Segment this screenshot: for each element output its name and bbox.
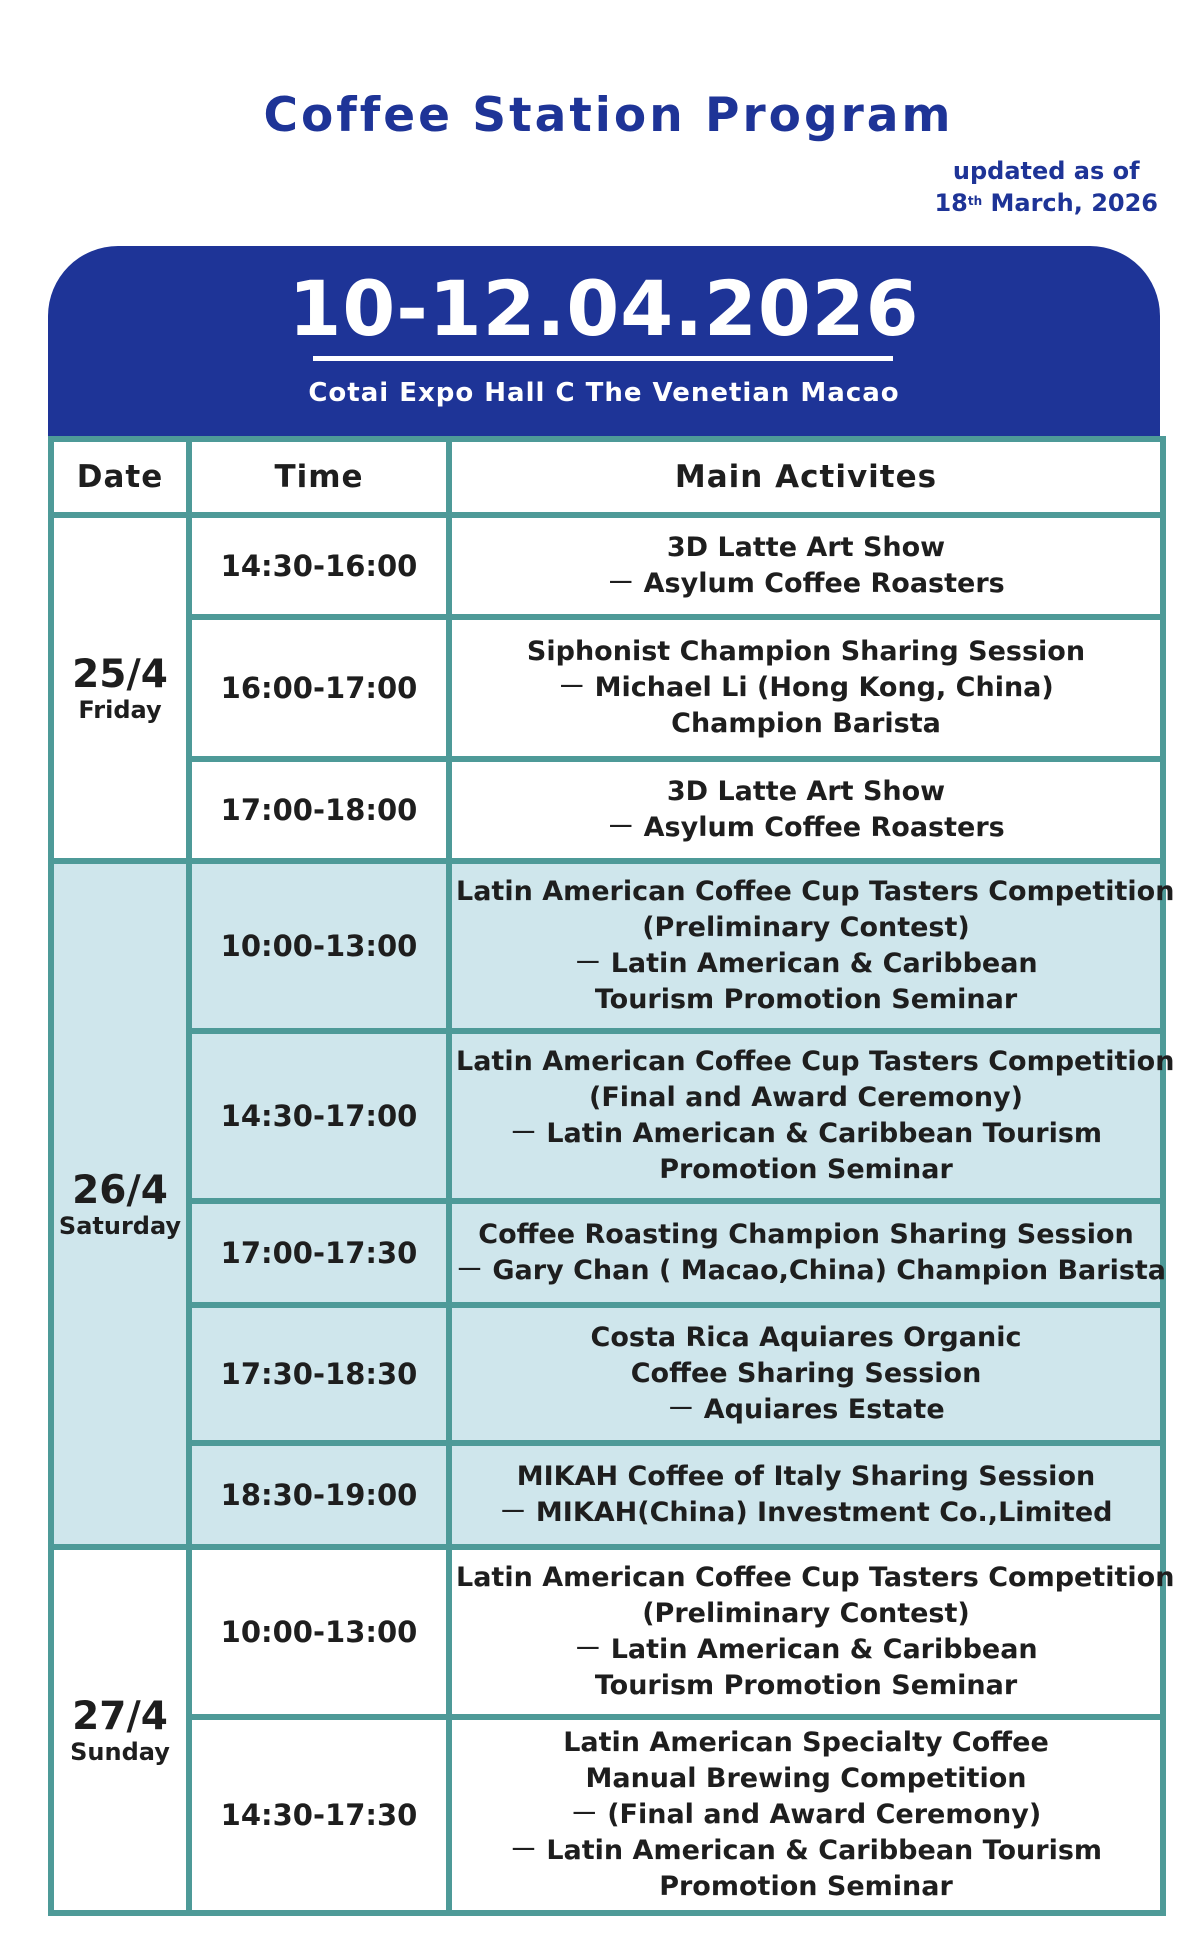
activity-line: － (Final and Award Ceremony) [570, 1799, 1042, 1830]
time-cell: 10:00-13:00 [189, 1547, 449, 1717]
activity-cell [449, 1031, 1175, 1201]
updated-label: updated as of [952, 157, 1140, 185]
activity-line: Siphonist Champion Sharing Session [526, 636, 1086, 667]
schedule-row [51, 861, 1163, 1031]
activity-line: － Michael Li (Hong Kong, China) [558, 672, 1054, 703]
activity-line: － Latin American & Caribbean [574, 1634, 1038, 1665]
activity-cell [449, 759, 1163, 861]
activity-line: － Gary Chan ( Macao,China) Champion Barista [456, 1255, 1167, 1286]
activity-cell [449, 515, 1163, 617]
date-cell [51, 515, 189, 861]
activity-line: Tourism Promotion Seminar [594, 1670, 1018, 1701]
time-cell: 16:00-17:00 [189, 617, 449, 759]
date-value: 25/4 [72, 652, 168, 697]
event-venue: Cotai Expo Hall C The Venetian Macao [308, 378, 900, 408]
activity-cell [449, 1443, 1163, 1547]
activity-line: Promotion Seminar [659, 1871, 953, 1902]
header-date: Date [51, 439, 189, 515]
activity-line: (Preliminary Contest) [642, 1598, 970, 1629]
date-value: 27/4 [72, 1694, 168, 1739]
event-dates: 10-12.04.2026 [288, 264, 920, 353]
activity-line: Tourism Promotion Seminar [594, 984, 1018, 1015]
activity-line: － Latin American & Caribbean Tourism [509, 1118, 1103, 1149]
activity-line: Champion Barista [671, 708, 941, 739]
event-banner [48, 246, 1160, 436]
weekday-label: Sunday [70, 1738, 170, 1766]
schedule-row [51, 1547, 1163, 1717]
activity-line: Coffee Roasting Champion Sharing Session [478, 1219, 1134, 1250]
updated-date: 18th March, 2026 [934, 189, 1158, 217]
activity-line: － Latin American & Caribbean Tourism [509, 1835, 1103, 1866]
date-cell [51, 861, 189, 1547]
schedule-row [51, 759, 1163, 861]
time-cell: 17:30-18:30 [189, 1305, 449, 1443]
activity-cell [449, 1717, 1163, 1913]
activity-cell [449, 1305, 1163, 1443]
activity-line: (Preliminary Contest) [642, 912, 970, 943]
activity-line: － Aquiares Estate [667, 1394, 945, 1425]
header-activities: Main Activites [449, 439, 1163, 515]
activity-line: Latin American Coffee Cup Tasters Competition [456, 1046, 1175, 1077]
activity-line: (Final and Award Ceremony) [588, 1082, 1023, 1113]
activity-cell [449, 1547, 1175, 1717]
schedule-table [48, 436, 1175, 1916]
schedule-row [51, 1443, 1163, 1547]
schedule-row [51, 1717, 1163, 1913]
activity-line: Latin American Coffee Cup Tasters Competition [456, 1562, 1175, 1593]
time-cell: 17:00-17:30 [189, 1201, 449, 1305]
weekday-label: Saturday [58, 1212, 182, 1240]
activity-line: 3D Latte Art Show [666, 532, 946, 563]
activity-line: Costa Rica Aquiares Organic [590, 1322, 1022, 1353]
updated-note [934, 155, 1158, 219]
time-cell: 14:30-17:00 [189, 1031, 449, 1201]
schedule-row [51, 1201, 1163, 1305]
time-cell: 10:00-13:00 [189, 861, 449, 1031]
banner-divider [313, 356, 893, 361]
header-row [51, 439, 1163, 515]
date-cell [51, 1547, 189, 1913]
activity-line: － Asylum Coffee Roasters [607, 812, 1005, 843]
activity-line: Promotion Seminar [659, 1154, 953, 1185]
date-value: 26/4 [72, 1168, 168, 1213]
activity-line: Latin American Specialty Coffee [563, 1727, 1049, 1758]
schedule-row [51, 515, 1163, 617]
activity-line: － Latin American & Caribbean [574, 948, 1038, 979]
time-cell: 17:00-18:00 [189, 759, 449, 861]
activity-cell [449, 617, 1163, 759]
time-cell: 14:30-16:00 [189, 515, 449, 617]
time-cell: 18:30-19:00 [189, 1443, 449, 1547]
page-title: Coffee Station Program [263, 88, 954, 143]
activity-line: Manual Brewing Competition [585, 1763, 1027, 1794]
header-time: Time [189, 439, 449, 515]
activity-line: MIKAH Coffee of Italy Sharing Session [516, 1461, 1096, 1492]
time-cell: 14:30-17:30 [189, 1717, 449, 1913]
activity-line: Latin American Coffee Cup Tasters Competition [456, 876, 1175, 907]
activity-cell [449, 1201, 1167, 1305]
schedule-row [51, 1305, 1163, 1443]
activity-line: Coffee Sharing Session [630, 1358, 982, 1389]
schedule-row [51, 1031, 1163, 1201]
weekday-label: Friday [78, 696, 162, 724]
activity-line: － MIKAH(China) Investment Co.,Limited [499, 1497, 1113, 1528]
schedule-row [51, 617, 1163, 759]
activity-cell [449, 861, 1175, 1031]
activity-line: － Asylum Coffee Roasters [607, 568, 1005, 599]
activity-line: 3D Latte Art Show [666, 776, 946, 807]
